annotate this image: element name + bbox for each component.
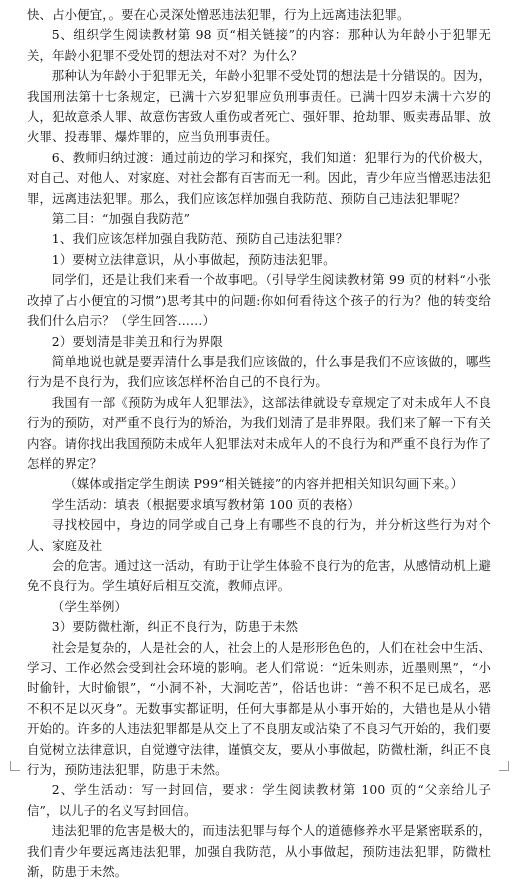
paragraph-12: （媒体或指定学生朗读 P99“相关链接”的内容并把相关知识勾画下来。） bbox=[64, 476, 464, 492]
paragraph-8: 同学们，还是让我们来看一个故事吧。（引导学生阅读教材第 99 页的材料“小张改掉了占小便宜的习惯”)思考其中的问题:你如何看待这个孩子的行为？他的转变给我们什么启示？（学生回答……） bbox=[27, 272, 491, 329]
paragraph-18: 社会是复杂的，人是社会的人，社会上的人是形形色色的，人们在社会中生活、学习、工作必然会受到社会环境的影响。老人们常说：“近朱则赤，近墨则黑”，“小时偷针，大时偷银”，“小洞不补，大洞吃苦”，俗话也讲：“善不积不足已成名，恶不积不足以灭身”。无数事实都证明，任何大事都是从小事开始的，大错也是从小错开始的。许多的人违法犯罪都是从交上了不良朋友或沾染了不良习气开始的，我们要自觉树立法律意识，自觉遵守法律，谨慎交友，要从小事做起，防微杜渐，纠正不良行为，预防违法犯罪，防患于未然。 bbox=[27, 639, 492, 778]
paragraph-17: 3）要防微杜渐，纠正不良行为，防患于未然 bbox=[51, 619, 299, 635]
paragraph-16: （学生举例） bbox=[51, 598, 128, 614]
paragraph-2: 5、组织学生阅读教材第 98 页“相关链接”的内容：那种认为年龄小于犯罪无关，年龄小犯罪不受处罚的想法对不对？为什么？ bbox=[27, 27, 491, 63]
paragraph-1: 快、占小便宜，。要在心灵深处憎恶违法犯罪，行为上远离违法犯罪。 bbox=[27, 7, 410, 22]
paragraph-3: 那种认为年龄小于犯罪无关，年龄小犯罪不受处罚的想法是十分错误的。因为，我国刑法第十七条规定，已满十六岁犯罪应负刑事责任。已满十四岁未满十六岁的人，犯故意杀人罪、故意伤害致人重伤或者死亡、强奸罪、抢劫罪、贩卖毒品罪、放火罪、投毒罪、爆炸罪的，应当负刑事责任。 bbox=[27, 68, 492, 145]
paragraph-11: 我国有一部《预防为成年人犯罪法》，这部法律就设专章规定了对未成年人不良行为的预防，对严重不良行为的矫治，为我们划清了是非界限。我们来了解一下有关内容。请你找出我国预防未成年人犯罪法对未成年人的不良行为和严重不良行为作了怎样的界定？ bbox=[27, 394, 492, 471]
paragraph-14: 寻找校园中，身边的同学或自己身上有哪些不良的行为，并分析这些行为对个人、家庭及社 bbox=[27, 517, 491, 553]
paragraph-20: 违法犯罪的危害是极大的，而违法犯罪与每个人的道德修养水平是紧密联系的，我们青少年要远离违法犯罪，加强自我防范，从小事做起，预防违法犯罪，防微杜渐，防患于未然。 bbox=[27, 823, 491, 880]
page-corner-mark-left-h bbox=[10, 770, 20, 771]
paragraph-4: 6、教师归纳过渡：通过前边的学习和探究，我们知道：犯罪行为的代价极大，对自己、对他人、对家庭、对社会都有百害而无一利。因此，青少年应当憎恶违法犯罪，远离违法犯罪。那么，我们应该怎样加强自我防范、预防自己违法犯罪呢？ bbox=[27, 149, 492, 206]
paragraph-7: 1）要树立法律意识，从小事做起，预防违法犯罪。 bbox=[51, 251, 336, 267]
paragraph-15: 会的危害。通过这一活动，有助于让学生体验不良行为的危害，从感情动机上避免不良行为。学生填好后相互交流，教师点评。 bbox=[27, 557, 491, 594]
paragraph-19: 2、学生活动：写一封回信，要求：学生阅读教材第 100 页的“父亲给儿子信”，以儿子的名义写封回信。 bbox=[27, 782, 491, 818]
paragraph-6: 1、我们应该怎样加强自我防范、预防自己违法犯罪？ bbox=[51, 231, 349, 247]
paragraph-9: 2）要划清是非美丑和行为界限 bbox=[51, 333, 223, 349]
section-heading: 第二目：“加强自我防范” bbox=[51, 211, 191, 227]
paragraph-10: 简单地说也就是要弄清什么事是我们应该做的，什么事是我们不应该做的，哪些行为是不良行为，我们应该怎样杯治自己的不良行为。 bbox=[27, 353, 491, 390]
paragraph-13: 学生活动：填表（根据要求填写教材第 100 页的表格） bbox=[51, 496, 360, 512]
page-corner-mark-right-h bbox=[499, 770, 509, 771]
